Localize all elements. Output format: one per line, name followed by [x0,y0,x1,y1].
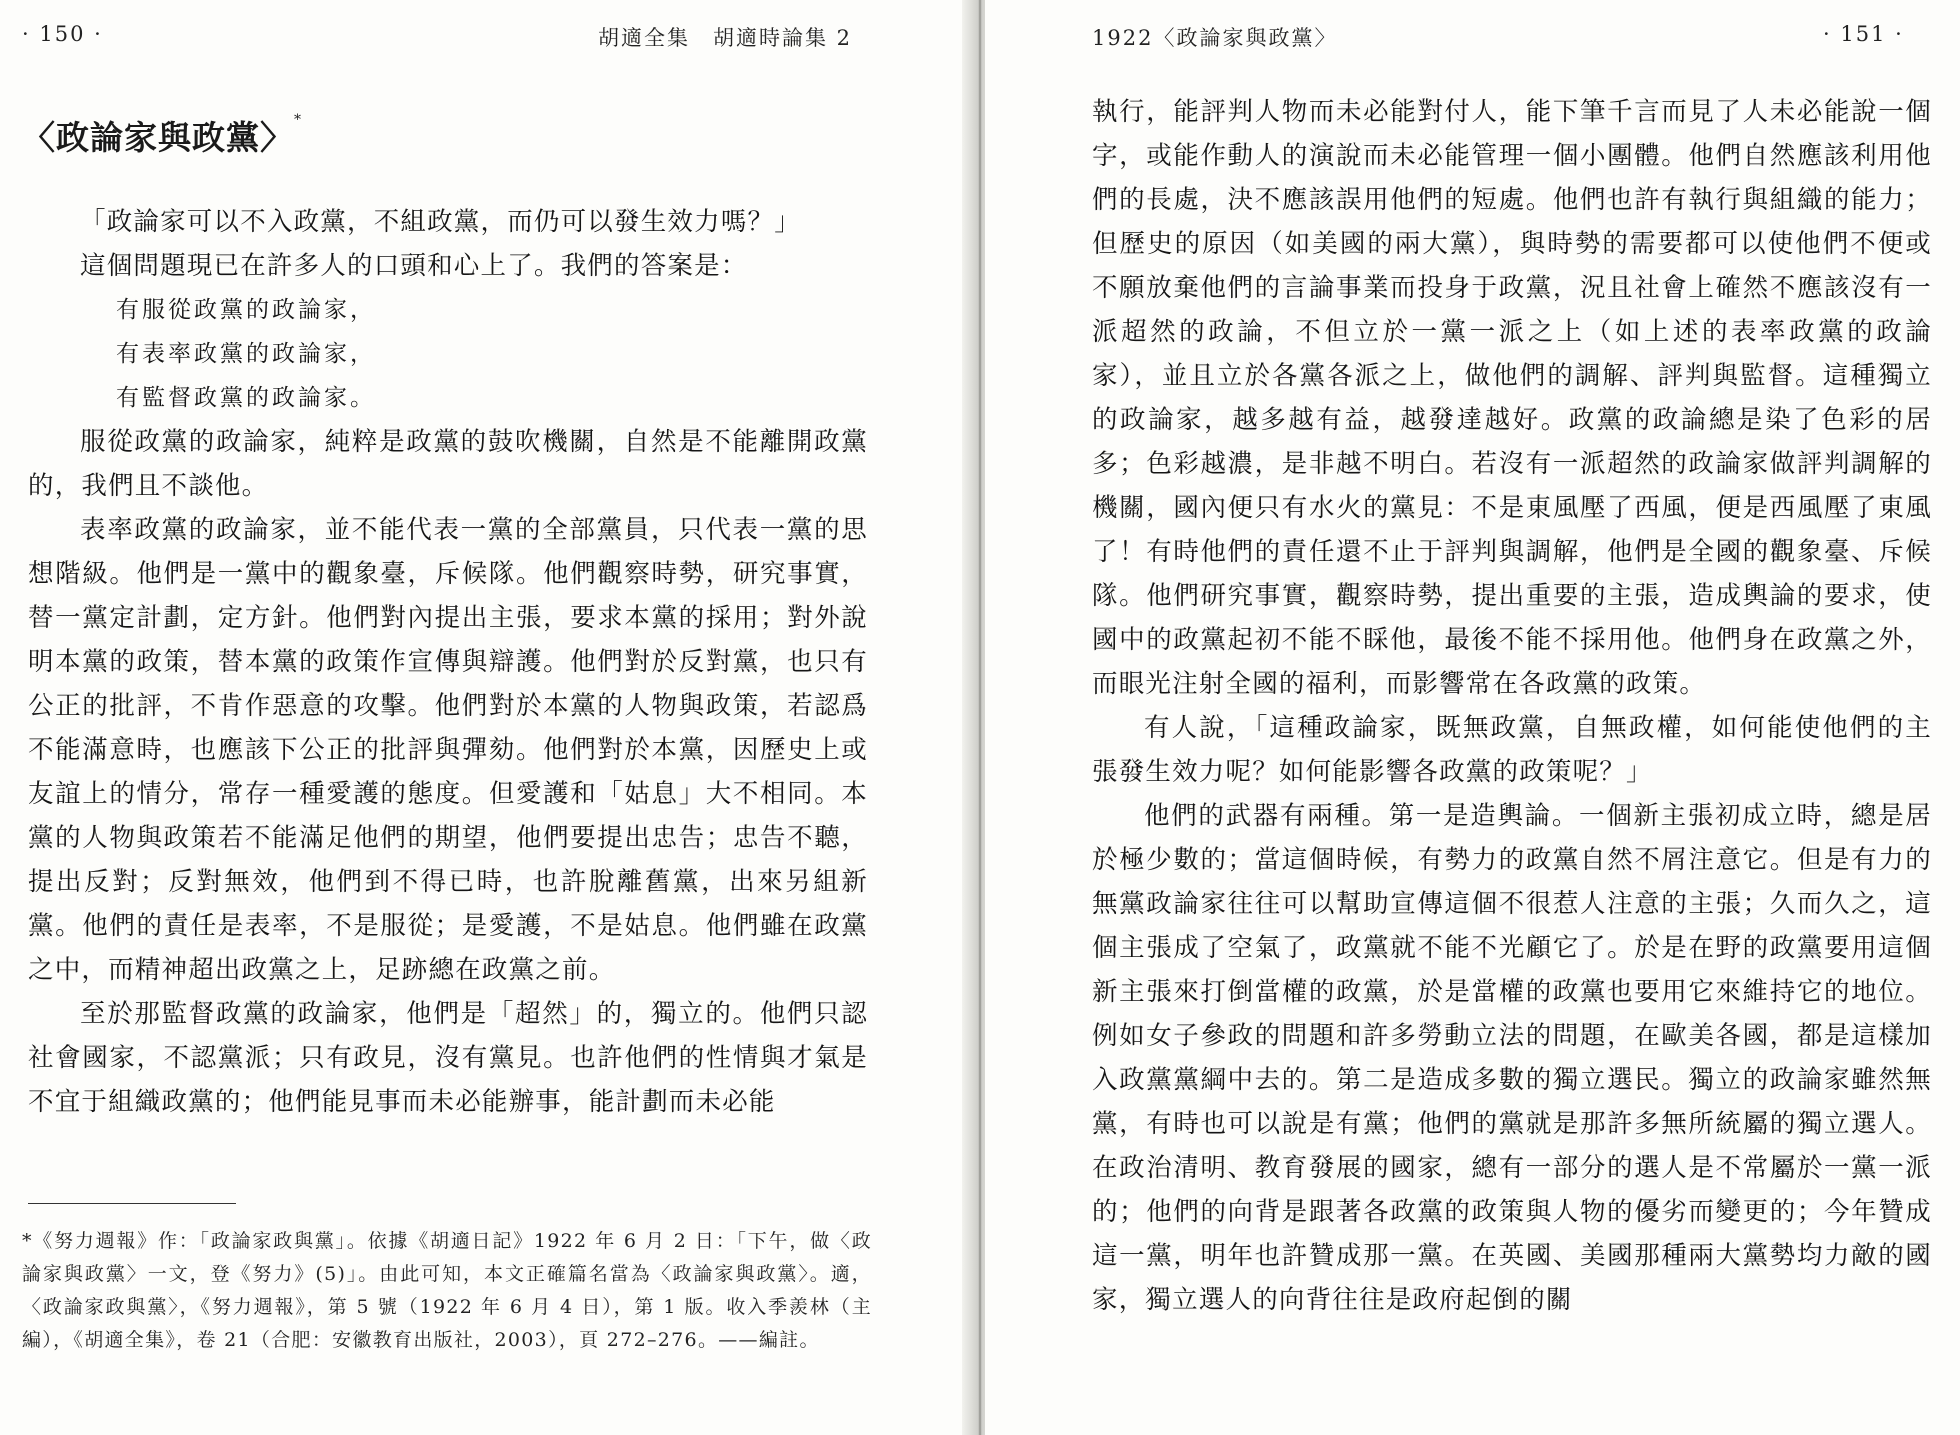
paragraph: 這個問題現已在許多人的口頭和心上了。我們的答案是： [80,251,748,281]
paragraph: 有人說，「這種政論家，既無政黨，自無政權，如何能使他們的主張發生效力呢？如何能影響各政黨的政策呢？」 [1092,713,1932,787]
page-number-left: · 150 · [22,22,103,46]
left-page [0,0,975,1435]
page-number-right: · 151 · [1823,22,1904,46]
paragraph: 表率政黨的政論家，並不能代表一黨的全部黨員，只代表一黨的思想階級。他們是一黨中的觀象臺，斥候隊。他們觀察時勢，研究事實，替一黨定計劃，定方針。他們對內提出主張，要求本黨的採用；對外說明本黨的政策，替本黨的政策作宣傳與辯護。他們對於反對黨，也只有公正的批評，不肯作惡意的攻擊。他們對於本黨的人物與政策，若認爲不能滿意時，也應該下公正的批評與彈劾。他們對於本黨，因歷史上或友誼上的情分，常存一種愛護的態度。但愛護和「姑息」大不相同。本黨的人物與政策若不能滿足他們的期望，他們要提出忠告；忠告不聽，提出反對；反對無效，他們到不得已時，也許脫離舊黨，出來另組新黨。他們的責任是表率，不是服從；是愛護，不是姑息。他們雖在政黨之中，而精神超出政黨之上，足跡總在政黨之前。 [28,515,868,985]
title-footnote-mark: * [294,112,302,128]
paragraph: 他們的武器有兩種。第一是造輿論。一個新主張初成立時，總是居於極少數的；當這個時候，有勢力的政黨自然不屑注意它。但是有力的無黨政論家往往可以幫助宣傳這個不很惹人注意的主張；久而久之，這個主張成了空氣了，政黨就不能不光顧它了。於是在野的政黨要用這個新主張來打倒當權的政黨，於是當權的政黨也要用它來維持它的地位。例如女子參政的問題和許多勞動立法的問題，在歐美各國，都是這樣加入政黨黨綱中去的。第二是造成多數的獨立選民。獨立的政論家雖然無黨，有時也可以說是有黨；他們的黨就是那許多無所統屬的獨立選人。在政治清明、教育發展的國家，總有一部分的選人是不常屬於一黨一派的；他們的向背是跟著各政黨的政策與人物的優劣而變更的；今年贊成這一黨，明年也許贊成那一黨。在英國、美國那種兩大黨勢均力敵的國家，獨立選人的向背往往是政府起倒的關 [1092,801,1932,1315]
running-head-left: 胡適全集 胡適時論集 2 [598,26,853,50]
article-title-text: 〈政論家與政黨〉 [22,118,294,157]
verse-line: 有表率政黨的政論家， [116,341,376,367]
left-body [28,200,868,1124]
verse-line: 有監督政黨的政論家。 [116,385,376,411]
paragraph: 「政論家可以不入政黨，不組政黨，而仍可以發生效力嗎？」 [80,207,801,237]
running-head-right: 1922〈政論家與政黨〉 [1092,26,1338,50]
paragraph: 至於那監督政黨的政論家，他們是「超然」的，獨立的。他們只認社會國家，不認黨派；只有政見，沒有黨見。也許他們的性情與才氣是不宜于組織政黨的；他們能見事而未必能辦事，能計劃而未必能 [28,999,868,1117]
article-title [22,112,302,159]
verse-line: 有服從政黨的政論家， [116,297,376,323]
footnote: *《努力週報》作：「政論家政與黨」。依據《胡適日記》1922 年 6 月 2 日：「下午，做〈政論家與政黨〉一文，登《努力》(5)」。由此可知，本文正確篇名當為〈政論家與政黨〉。適，〈政論家政與黨〉，《努力週報》，第 5 號（1922 年 6 月 4 日），第 1 版。收入季羨林（主編），《胡適全集》，卷 21（合肥：安徽教育出版社，2003），頁 272–276。——編註。 [22,1230,872,1351]
right-page [985,0,1960,1435]
paragraph: 執行，能評判人物而未必能對付人，能下筆千言而見了人未必能說一個字，或能作動人的演說而未必能管理一個小團體。他們自然應該利用他們的長處，決不應該誤用他們的短處。他們也許有執行與組織的能力；但歷史的原因（如美國的兩大黨），與時勢的需要都可以使他們不便或不願放棄他們的言論事業而投身于政黨，況且社會上確然不應該沒有一派超然的政論，不但立於一黨一派之上（如上述的表率政黨的政論家），並且立於各黨各派之上，做他們的調解、評判與監督。這種獨立的政論家，越多越有益，越發達越好。政黨的政論總是染了色彩的居多；色彩越濃，是非越不明白。若沒有一派超然的政論家做評判調解的機關，國內便只有水火的黨見：不是東風壓了西風，便是西風壓了東風了！有時他們的責任還不止于評判與調解，他們是全國的觀象臺、斥候隊。他們研究事實，觀察時勢，提出重要的主張，造成輿論的要求，使國中的政黨起初不能不睬他，最後不能不採用他。他們身在政黨之外，而眼光注射全國的福利，而影響常在各政黨的政策。 [1092,97,1932,699]
paragraph: 服從政黨的政論家，純粹是政黨的鼓吹機關，自然是不能離開政黨的，我們且不談他。 [28,427,868,501]
footnote-rule [28,1203,236,1204]
right-body [1092,90,1932,1322]
